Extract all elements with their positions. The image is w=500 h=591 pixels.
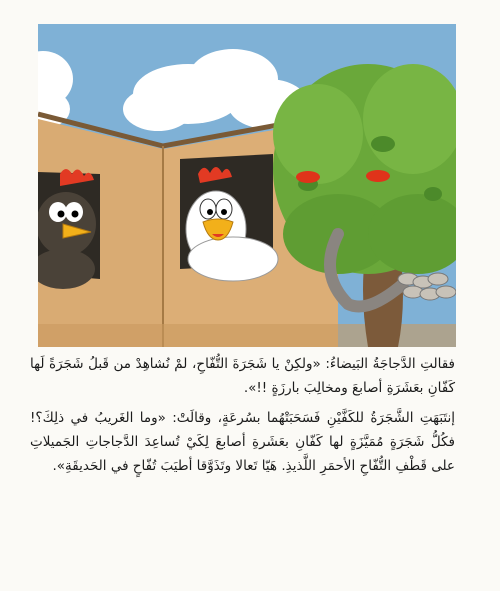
tree-eye-right	[366, 170, 390, 182]
story-paragraph-2: إنتَبَهَتِ الشَّجَرَةُ للكَفَّيْنِ فَسَحَبَتْهُما بسُرعَةٍ، وقالَتْ: «وما الغَريبُ في ذلِكَ؟! فكُلُّ شَجَرَةٍ مُمَيَّزَةٍ لها كَفّانِ بعَشَرةِ أصابعَ لِكَيْ تُساعِدَ الدَّجاجاتِ الجَميلاتِ على قَطْفِ التُّفّاحِ الأحمَرِ اللَّذيذِ. هَيّا تَعالا وتَذَوَّقا أطيَبَ تُفّاحٍ في الحَديقَةِ».	[30, 410, 455, 474]
story-paragraph-1: فقالتِ الدَّجاجَةُ البَيضاءُ: «ولكِنْ يا شَجَرَةَ التُّفّاحِ، لمْ نُشاهِدْ من قَبلُ شَجَرَةً لَها كَفّانِ بعَشَرَةِ أصابعَ ومخالِبَ بارزَةٍ !!».	[30, 356, 455, 396]
story-text	[30, 352, 455, 484]
tree-eye-left	[296, 171, 320, 183]
story-illustration	[38, 24, 456, 347]
illustration-canvas	[38, 24, 456, 347]
